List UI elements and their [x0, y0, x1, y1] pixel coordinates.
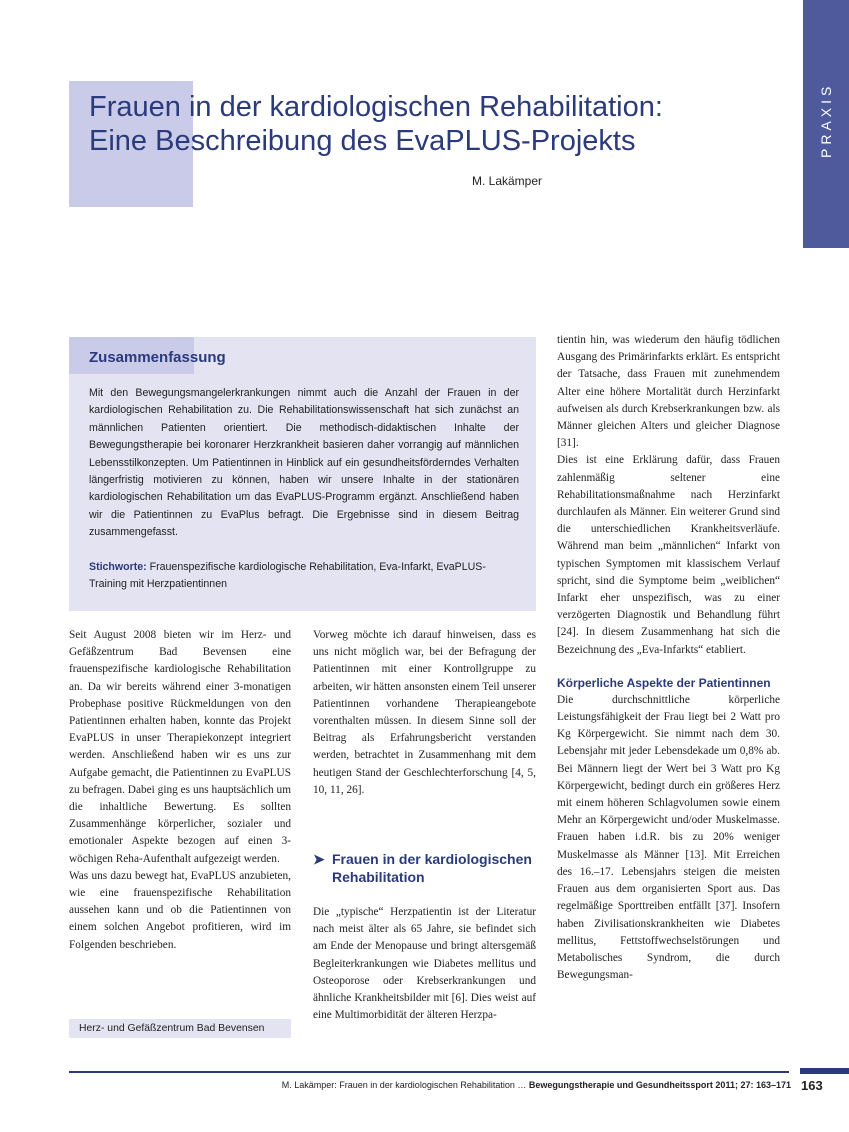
article-title-line-2: Eine Beschreibung des EvaPLUS-Projekts — [89, 125, 636, 157]
body-column-1 — [69, 627, 291, 954]
arrow-icon: ➤ — [313, 851, 325, 867]
keywords — [89, 559, 519, 594]
footer-citation-text: M. Lakämper: Frauen in der kardiologischen Rehabilitation … — [281, 1080, 527, 1090]
keywords-label: Stichworte: — [89, 561, 147, 573]
abstract-heading: Zusammenfassung — [89, 349, 226, 366]
paragraph: Was uns dazu bewegt hat, EvaPLUS anzubieten, wie eine frauenspezifische Rehabilitation aussehen kann und ob die Patientinnen von einem solchen Angebot profitieren, wird im Folgenden beschrieben. — [69, 869, 291, 951]
paragraph: Seit August 2008 bieten wir im Herz- und Gefäßzentrum Bad Bevensen eine frauenspezifische kardiologische Rehabilitation an. Da wir bereits während einer 3-monatigen Probephase positive Rückmeldungen von den Patientinnen erhalten haben, konnte das Projekt EvaPLUS in unser Therapiekonzept integriert werden. Anschließend haben wir es uns zur Aufgabe gemacht, die Patientinnen zu EvaPLUS zu befragen. Dabei ging es uns hauptsächlich um die inhaltliche Bewertung. Es sollten Zusammenhänge körperlicher, sozialer und emotionaler Aspekte bezogen auf einen 3-wöchigen Reha-Aufenthalt aufgezeigt werden. — [69, 629, 291, 865]
affiliation-text: Herz- und Gefäßzentrum Bad Bevensen — [79, 1023, 265, 1034]
article-title — [89, 90, 789, 158]
footer-rule — [69, 1071, 789, 1073]
footer-accent — [800, 1068, 849, 1074]
footer-citation — [69, 1080, 791, 1090]
section-tab-label: PRAXIS — [818, 82, 834, 158]
paragraph: Vorweg möchte ich darauf hinweisen, dass es uns nicht möglich war, bei der Befragung der Patientinnen mit einer Kontrollgruppe zu arbeiten, wir hätten ansonsten einem Teil unserer Patientinnen vorhandene Therapieangebote vorenthalten müssen. In diesem Sinne soll der Beitrag als Erfahrungsbericht verstanden werden, betrachtet in Zusammenhang mit dem heutigen Stand der Geschlechterforschung [4, 5, 10, 11, 26]. — [313, 629, 536, 796]
paragraph: tientin hin, was wiederum den häufig tödlichen Ausgang des Primärinfarkts erklärt. Es entspricht der Tatsache, dass Frauen mit zunehmendem Alter eine höhere Mortalität durch Herzinfarkt aufweisen als durch Krebserkrankungen bzw. als Männer gleichen Alters und gleicher Diagnose [31]. — [557, 334, 780, 450]
body-column-2-continued — [313, 904, 536, 1024]
page-number: 163 — [801, 1078, 823, 1093]
body-column-3 — [557, 332, 780, 984]
affiliation — [69, 1019, 291, 1038]
footer-journal: Bewegungstherapie und Gesundheitssport 2011; 27: 163–171 — [528, 1080, 791, 1090]
abstract-text: Mit den Bewegungsmangelerkrankungen nimmt auch die Anzahl der Frauen in der kardiologischen Rehabilitation zu. Die Rehabilitationswissenschaft hat sich zunächst an männlichen Patienten orientiert. Die methodisch-didaktischen Inhalte der Bewegungstherapie bei koronarer Herzkrankheit basieren daher vorrangig auf männlichen Lebensstilkonzepten. Um Patientinnen in Hinblick auf ein gesundheitsförderndes Verhalten längerfristig motivieren zu können, haben wir unsere Inhalte in der stationären kardiologischen Rehabilitation um das EvaPLUS-Programm ergänzt. Anschließend haben wir die Patientinnen zu EvaPlus befragt. Die Ergebnisse sind in diesem Beitrag zusammengefasst. — [89, 387, 519, 539]
section-heading — [313, 850, 538, 886]
paragraph: Die durchschnittliche körperliche Leistungsfähigkeit der Frau liegt bei 2 Watt pro Kg Körpergewicht. Sie nimmt nach dem 30. Lebensjahr mit jeder Lebensdekade um 0,8% ab. Bei Männern liegt der Wert bei 3 Watt pro Kg Körpergewicht, bedingt durch ein größeres Herz mit einem höheren Schlagvolumen sowie einem Mehr an Körpergewicht und/oder Muskelmasse. Frauen haben i.d.R. bis zu 20% weniger Muskelmasse als Männer [13]. Mit Erreichen des 16.–17. Lebensjahrs steigen die meisten Frauen aus dem organisierten Sport aus. Das regelmäßige Sporttreiben entfällt [37]. Insofern haben Zivilisationskrankheiten wie Diabetes mellitus, Fettstoffwechselstörungen und Metabolisches Syndrom, die durch Bewegungsman- — [557, 693, 780, 982]
body-column-2 — [313, 627, 536, 799]
paragraph: Dies ist eine Erklärung dafür, dass Frauen zahlenmäßig seltener eine Rehabilitationsmaßnahme nach Herzinfarkt durchlaufen als Männer. Ein weiterer Grund sind die unterschiedlichen Krankheitsverläufe. Während man beim „männlichen“ Infarkt von typischen Symptomen mit klassischem Verlauf spricht, sind die Symptome beim „weiblichen“ Infarkt eher unspezifisch, was zu einer verzögerten Diagnostik und Behandlung führt [24]. In diesem Zusammenhang hat sich die Bezeichnung des „Eva-Infarkts“ etabliert. — [557, 454, 780, 656]
keywords-text: Frauenspezifische kardiologische Rehabilitation, Eva-Infarkt, EvaPLUS-Training mit Herzpatientinnen — [89, 561, 486, 591]
author: M. Lakämper — [472, 174, 543, 188]
section-heading-text: Frauen in der kardiologischen Rehabilitation — [332, 851, 532, 885]
subsection-heading: Körperliche Aspekte der Patientinnen — [557, 675, 771, 690]
article-title-line-1: Frauen in der kardiologischen Rehabilitation: — [89, 91, 663, 123]
paragraph: Die „typische“ Herzpatientin ist der Literatur nach meist älter als 65 Jahre, sie befindet sich am Ende der Menopause und bringt altersgemäß Begleiterkrankungen wie Diabetes mellitus und Osteoporose oder Krebserkrankungen und ähnliche Krankheitsbilder mit [6]. Dies weist auf eine Multimorbidität der älteren Herzpa- — [313, 906, 536, 1022]
